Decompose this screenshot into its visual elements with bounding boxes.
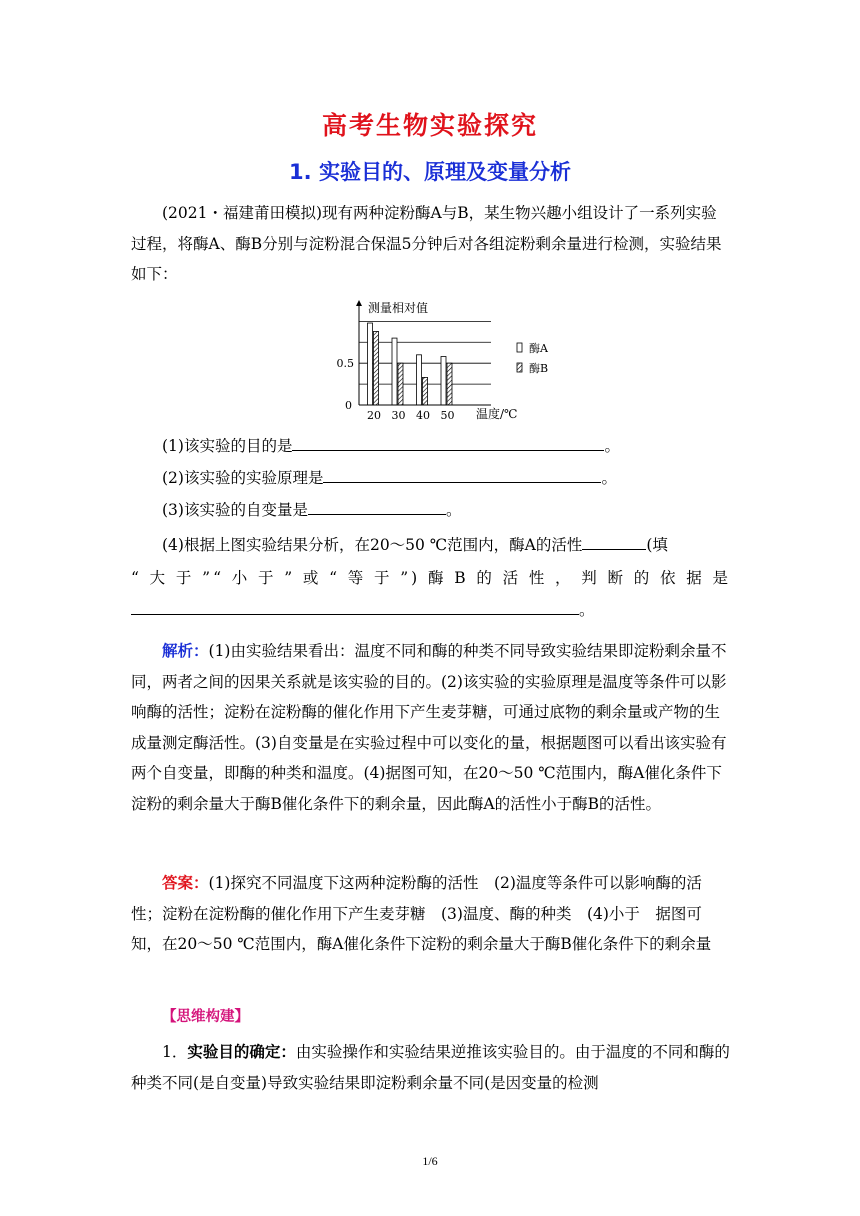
item-1-heading: 实验目的确定： [187,1043,296,1061]
legend-label-b: 酶B [529,362,549,375]
answer-block [131,868,731,960]
chart-ylabel: 测量相对值 [368,301,429,315]
bar-enzyme-b [447,363,452,405]
section-item-1: 1．实验目的确定：由实验操作和实验结果逆推该实验目的。由于温度的不同和酶的种类不同(是自变量)导致实验结果即淀粉剩余量不同(是因变量的检测 [131,1043,730,1092]
bar-enzyme-a [392,338,397,405]
question-3-text: (3)该实验的自变量是 [162,501,308,519]
bar-enzyme-a [368,323,373,405]
bar-enzyme-b [374,331,379,405]
item-1-text: 由实验操作和实验结果逆推该实验目的。由于温度的不同和酶的种类不同(是自变量)导致实验结果即淀粉剩余量不同(是因变量的检测 [131,1043,730,1092]
chart-axes [337,300,492,422]
chart-legend [517,341,549,375]
legend-label-a: 酶A [529,342,548,355]
question-1: (1)该实验的目的是 。 [131,431,731,462]
y-tick-label: 0.5 [336,357,354,371]
question-4: (4)根据上图实验结果分析，在20～50 ℃范围内，酶A的活性 (填 [131,530,731,561]
page-title: 高考生物实验探究 [321,111,538,140]
legend-swatch-a [517,343,522,352]
y-axis-arrow [356,300,362,306]
question-2: (2)该实验的实验原理是 。 [131,463,731,494]
answer-text: (1)探究不同温度下这两种淀粉酶的活性 (2)温度等条件可以影响酶的活性；淀粉在淀粉酶的催化作用下产生麦芽糖 (3)温度、酶的种类 (4)小于 据图可知，在20～50 ℃范围内，酶A催化条件下淀粉的剩余量大于酶B催化条件下的剩余量 [131,874,712,953]
x-tick-label: 50 [440,409,455,422]
x-tick-label: 30 [391,409,406,422]
question-4-line3: 。 [131,595,731,626]
question-intro: (2021・福建莆田模拟)现有两种淀粉酶A与B，某生物兴趣小组设计了一系列实验过程，将酶A、酶B分别与淀粉混合保温5分钟后对各组淀粉剩余量进行检测，实验结果如下： [131,204,722,283]
section-heading-label: 【思维构建】 [162,1009,249,1025]
x-tick-label: 40 [416,409,430,422]
legend-swatch-b [517,363,522,372]
answer-blank-4a[interactable] [582,531,646,550]
page-number: 1/6 [422,1154,438,1168]
analysis-text: (1)由实验结果看出：温度不同和酶的种类不同导致实验结果即淀粉剩余量不同，两者之间的因果关系就是该实验的目的。(2)该实验的实验原理是温度等条件可以影响酶的活性；淀粉在淀粉酶的催化作用下产生麦芽糖，可通过底物的剩余量或产物的生成量测定酶活性。(3)自变量是在实验过程中可以变化的量，根据题图可以看出该实验有两个自变量，即酶的种类和温度。(4)据图可知，在20～50 ℃范围内，酶A催化条件下淀粉的剩余量大于酶B催化条件下的剩余量，因此酶A的活性小于酶B的活性。 [131,642,727,813]
answer-label: 答案： [162,873,209,892]
answer-blank-2[interactable] [323,464,601,483]
analysis-label: 解析： [162,641,209,660]
chart-xlabel: 温度/℃ [476,407,518,421]
answer-blank-4b[interactable] [131,596,579,615]
question-4-text: (4)根据上图实验结果分析，在20～50 ℃范围内，酶A的活性 [162,536,583,554]
bar-enzyme-b [398,363,403,405]
analysis-block [131,636,731,819]
answer-blank-1[interactable] [292,432,604,451]
question-3: (3)该实验的自变量是 。 [131,495,731,526]
bar-chart [336,296,576,426]
bar-enzyme-a [417,355,422,405]
bar-enzyme-a [441,356,446,405]
section-subtitle: 1. 实验目的、原理及变量分析 [289,160,571,184]
section-heading [162,1001,762,1033]
answer-blank-3[interactable] [308,496,446,515]
question-1-text: (1)该实验的目的是 [162,437,293,455]
y-tick-label: 0 [345,399,352,412]
question-2-text: (2)该实验的实验原理是 [162,469,324,487]
chart-bars [368,323,453,405]
x-tick-label: 20 [367,409,381,422]
bar-enzyme-b [423,377,428,405]
question-4-line2: “大于”“小于”或“等于”)酶B的活性，判断的依据是 [131,569,731,587]
